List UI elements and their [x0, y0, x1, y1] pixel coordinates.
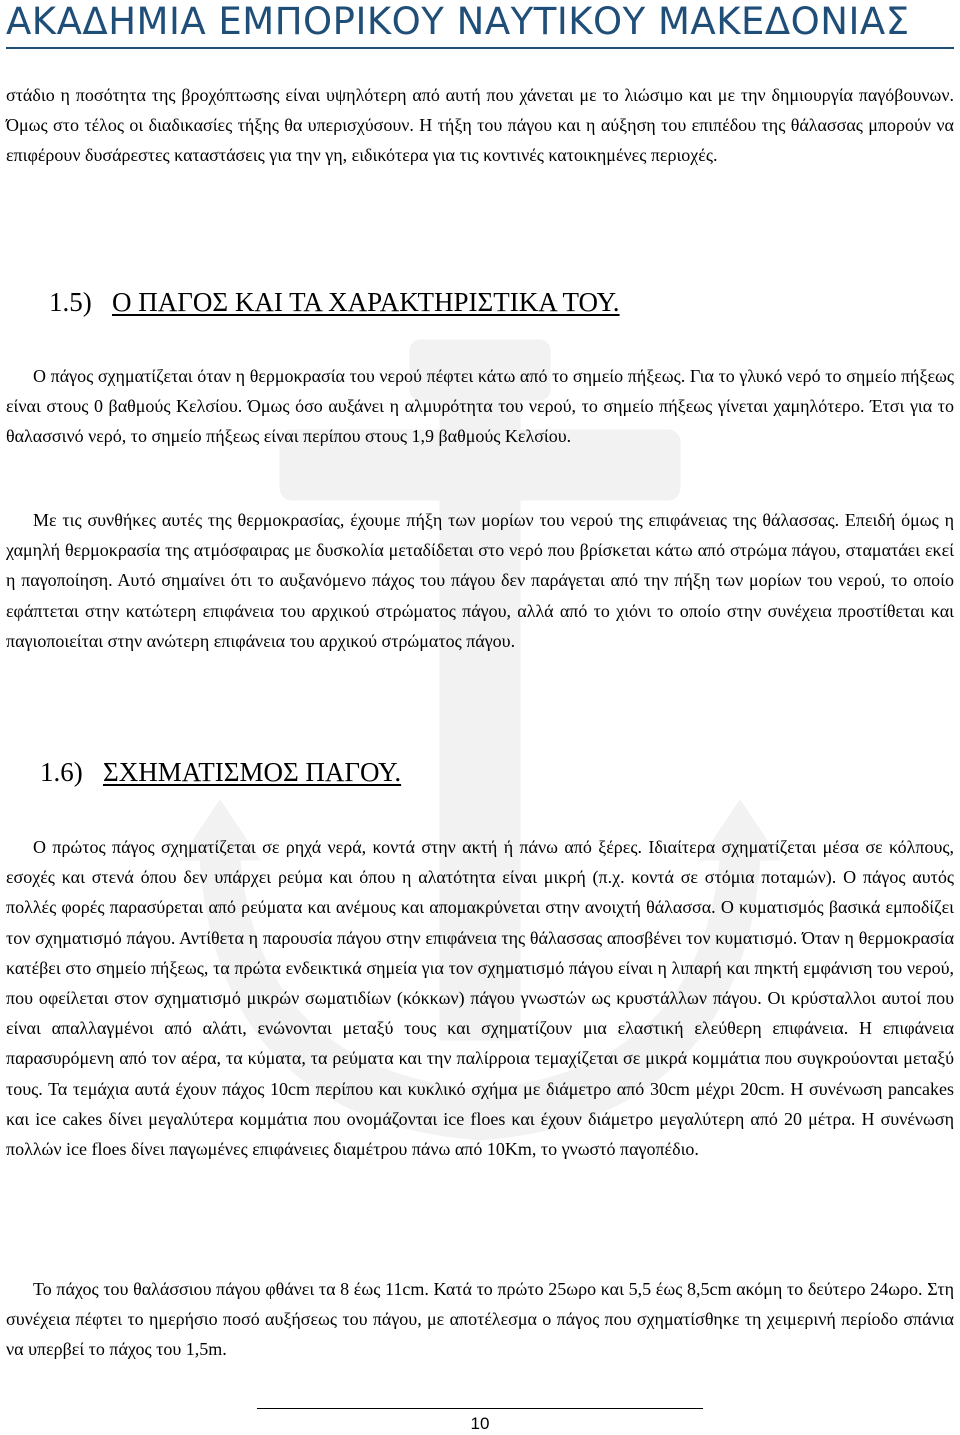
paragraph-ice-formation: Ο πρώτος πάγος σχηματίζεται σε ρηχά νερά, κοντά στην ακτή ή πάνω από ξέρες. Ιδιαίτερα σχηματίζεται μέσα σε κόλπους, εσοχές και στενά όπου δεν υπάρχει ρεύμα και όπου η αλατότητα είναι μικρή (π.χ. κοντά σε στόμια ποταμών). Ο πάγος αυτός πολλές φορές παρασύρεται από ρεύματα και ανέμους και απομακρύνεται στην ανοιχτή θάλασσα. Ο κυματισμός βασικά εμποδίζει τον σχηματισμό πάγου. Αντίθετα η παρουσία πάγου στην επιφάνεια της θάλασσας αποσβένει τον κυματισμό. Όταν η θερμοκρασία κατέβει στο σημείο πήξεως, τα πρώτα ενδεικτικά σημεία για τον σχηματισμό πάγου είναι η λιπαρή και πηκτή εμφάνιση του νερού, που οφείλεται στον σχηματισμό μικρών σωματιδίων (κόκκων) πάγου γνωστών ως κρυστάλλων πάγου. Οι κρύσταλλοι αυτοί που είναι απαλλαγμένοι από αλάτι, ενώνονται μεταξύ τους και σχηματίζουν μια ελαστική ελεύθερη επιφάνεια. Η επιφάνεια παρασυρόμενη από τον αέρα, τα κύματα, τα ρεύματα και την παλίρροια τεμαχίζεται σε μικρά κομμάτια που συγκρούονται μεταξύ τους. Τα τεμάχια αυτά έχουν πάχος 10cm περίπου και κυκλικό σχήμα με διάμετρο από 30cm μέχρι 20cm. Η συνένωση pancakes και ice cakes δίνει μεγαλύτερα κομμάτια που ονομάζονται ice floes και έχουν διάμετρο μεγαλύτερη από 20 μέτρα. Η συνένωση πολλών ice floes δίνει παγωμένες επιφάνειες διαμέτρου πάνω από 10Km, το γνωστό παγοπέδιο. [6, 837, 954, 1160]
paragraph-ice-thickness: Το πάχος του θαλάσσιου πάγου φθάνει τα 8 έως 11cm. Κατά το πρώτο 25ωρο και 5,5 έως 8,5cm ακόμη το δεύτερο 24ωρο. Στη συνέχεια πέφτει το ημερήσιο ποσό αυξήσεως του πάγου, με αποτέλεσμα ο πάγος που σχηματίσθηκε τη χειμερινή περίοδο σπάνια να υπερβεί το πάχος του 1,5m. [6, 1279, 954, 1360]
footer-divider [257, 1408, 703, 1409]
section-heading-1-6 [40, 755, 401, 789]
section-number: 1.6) [40, 757, 83, 787]
section-title: Ο ΠΑΓΟΣ ΚΑΙ ΤΑ ΧΑΡΑΚΤΗΡΙΣΤΙΚΑ ΤΟΥ. [112, 287, 620, 317]
header-divider [6, 47, 954, 49]
page-number: 10 [470, 1414, 490, 1433]
paragraph-surface-freezing: Με τις συνθήκες αυτές της θερμοκρασίας, έχουμε πήξη των μορίων του νερού της επιφάνειας της θάλασσας. Επειδή όμως η χαμηλή θερμοκρασία της ατμόσφαιρας με δυσκολία μεταδίδεται στο νερό που βρίσκεται κάτω από στρώμα πάγου, σταματάει εκεί η παγοποίηση. Αυτό σημαίνει ότι το αυξανόμενο πάχος του πάγου δεν παράγεται από την πήξη των μορίων του νερού, το οποίο εφάπτεται στην κατώτερη επιφάνεια του αρχικού στρώματος πάγου, αλλά από το χιόνι το οποίο στην συνέχεια προστίθεται και παγιοποιείται στην ανώτερη επιφάνεια του αρχικού στρώματος πάγου. [6, 510, 954, 651]
section-title: ΣΧΗΜΑΤΙΣΜΟΣ ΠΑΓΟΥ. [103, 757, 402, 787]
document-header-title: ΑΚΑΔΗΜΙΑ ΕΜΠΟΡΙΚΟΥ ΝΑΥΤΙΚΟΥ ΜΑΚΕΔΟΝΙΑΣ [6, 0, 910, 43]
section-number: 1.5) [49, 287, 92, 317]
paragraph-freezing-point: Ο πάγος σχηματίζεται όταν η θερμοκρασία του νερού πέφτει κάτω από το σημείο πήξεως. Για το γλυκό νερό το σημείο πήξεως είναι στους 0 βαθμούς Κελσίου. Όμως όσο αυξάνει η αλμυρότητα του νερού, το σημείο πήξεως γίνεται χαμηλότερο. Έτσι για το θαλασσινό νερό, το σημείο πήξεως είναι περίπου στους 1,9 βαθμούς Κελσίου. [6, 366, 954, 447]
paragraph-intro: στάδιο η ποσότητα της βροχόπτωσης είναι υψηλότερη από αυτή που χάνεται με το λιώσιμο και με την δημιουργία παγόβουνων. Όμως στο τέλος οι διαδικασίες τήξης θα υπερισχύσουν. Η τήξη του πάγου και η αύξηση του επιπέδου της θάλασσας μπορούν να επιφέρουν δυσάρεστες καταστάσεις για την γη, ειδικότερα για τις κοντινές κατοικημένες περιοχές. [6, 85, 954, 166]
section-heading-1-5 [49, 285, 620, 319]
